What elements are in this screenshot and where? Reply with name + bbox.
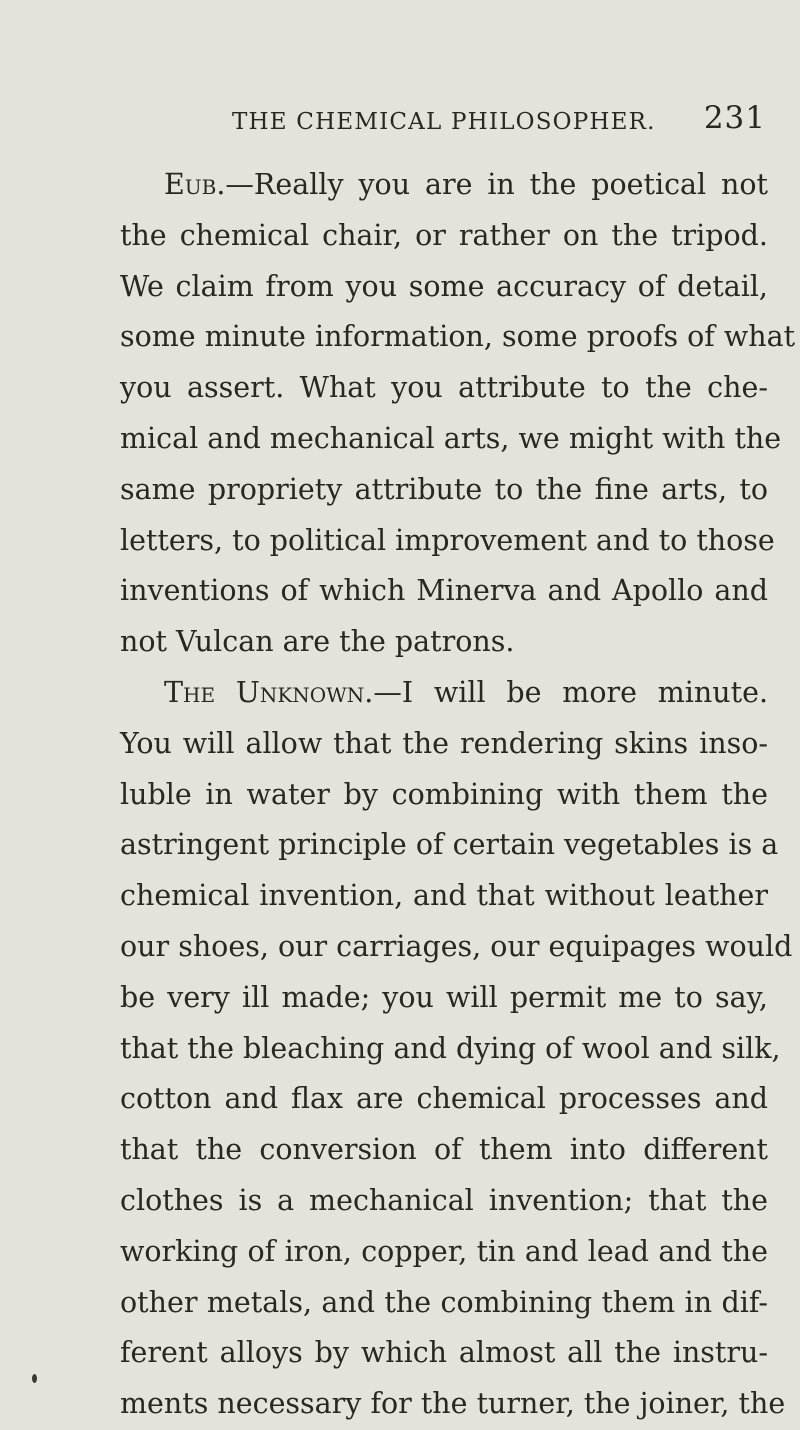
running-title: THE CHEMICAL PHILOSOPHER. [232, 109, 656, 135]
text-line: some minute information, some proofs of what [120, 320, 796, 354]
text-line: luble in water by combining with them the [120, 777, 768, 811]
text-line: mical and mechanical arts, we might with the [120, 421, 782, 455]
body-text [120, 160, 796, 1430]
paragraph-eubulus [120, 160, 796, 668]
speaker-name: The Unknown. [164, 675, 374, 709]
speaker-name: Eub. [164, 168, 226, 201]
text-line: ferent alloys by which almost all the instru- [120, 1336, 768, 1370]
running-head [232, 100, 768, 140]
text-line: other metals, and the combining them in dif- [120, 1285, 768, 1319]
text-line: working of iron, copper, tin and lead and the [120, 1234, 768, 1268]
line-text: —I will be more minute. [373, 675, 769, 709]
text-line: ments necessary for the turner, the joiner, the [120, 1387, 786, 1421]
text-line: letters, to political improvement and to those [120, 523, 775, 557]
text-line [120, 160, 768, 211]
text-line: that the bleaching and dying of wool and silk, [120, 1031, 781, 1065]
paragraph-the-unknown [120, 668, 793, 1430]
text-line: same propriety attribute to the fine arts, to [120, 472, 768, 506]
text-line: clothes is a mechanical invention; that the [120, 1183, 768, 1217]
text-line: chemical invention, and that without leather [120, 879, 768, 913]
text-line: be very ill made; you will permit me to say, [120, 980, 768, 1014]
text-line: astringent principle of certain vegetables is a [120, 828, 779, 862]
text-line: cotton and flax are chemical processes and [120, 1082, 768, 1116]
text-line: the chemical chair, or rather on the tripod. [120, 218, 768, 252]
page-number: 231 [703, 100, 766, 136]
text-line: our shoes, our carriages, our equipages would [120, 929, 793, 963]
text-line: We claim from you some accuracy of detail, [120, 269, 768, 303]
text-line: inventions of which Minerva and Apollo and [120, 574, 768, 608]
text-line: you assert. What you attribute to the che- [120, 371, 768, 405]
text-line: You will allow that the rendering skins inso- [120, 726, 768, 760]
text-line [120, 668, 768, 719]
text-line: that the conversion of them into different [120, 1133, 768, 1167]
line-text: —Really you are in the poetical not [225, 168, 768, 201]
text-line: not Vulcan are the patrons. [120, 625, 515, 659]
paper-speck [32, 1374, 37, 1383]
